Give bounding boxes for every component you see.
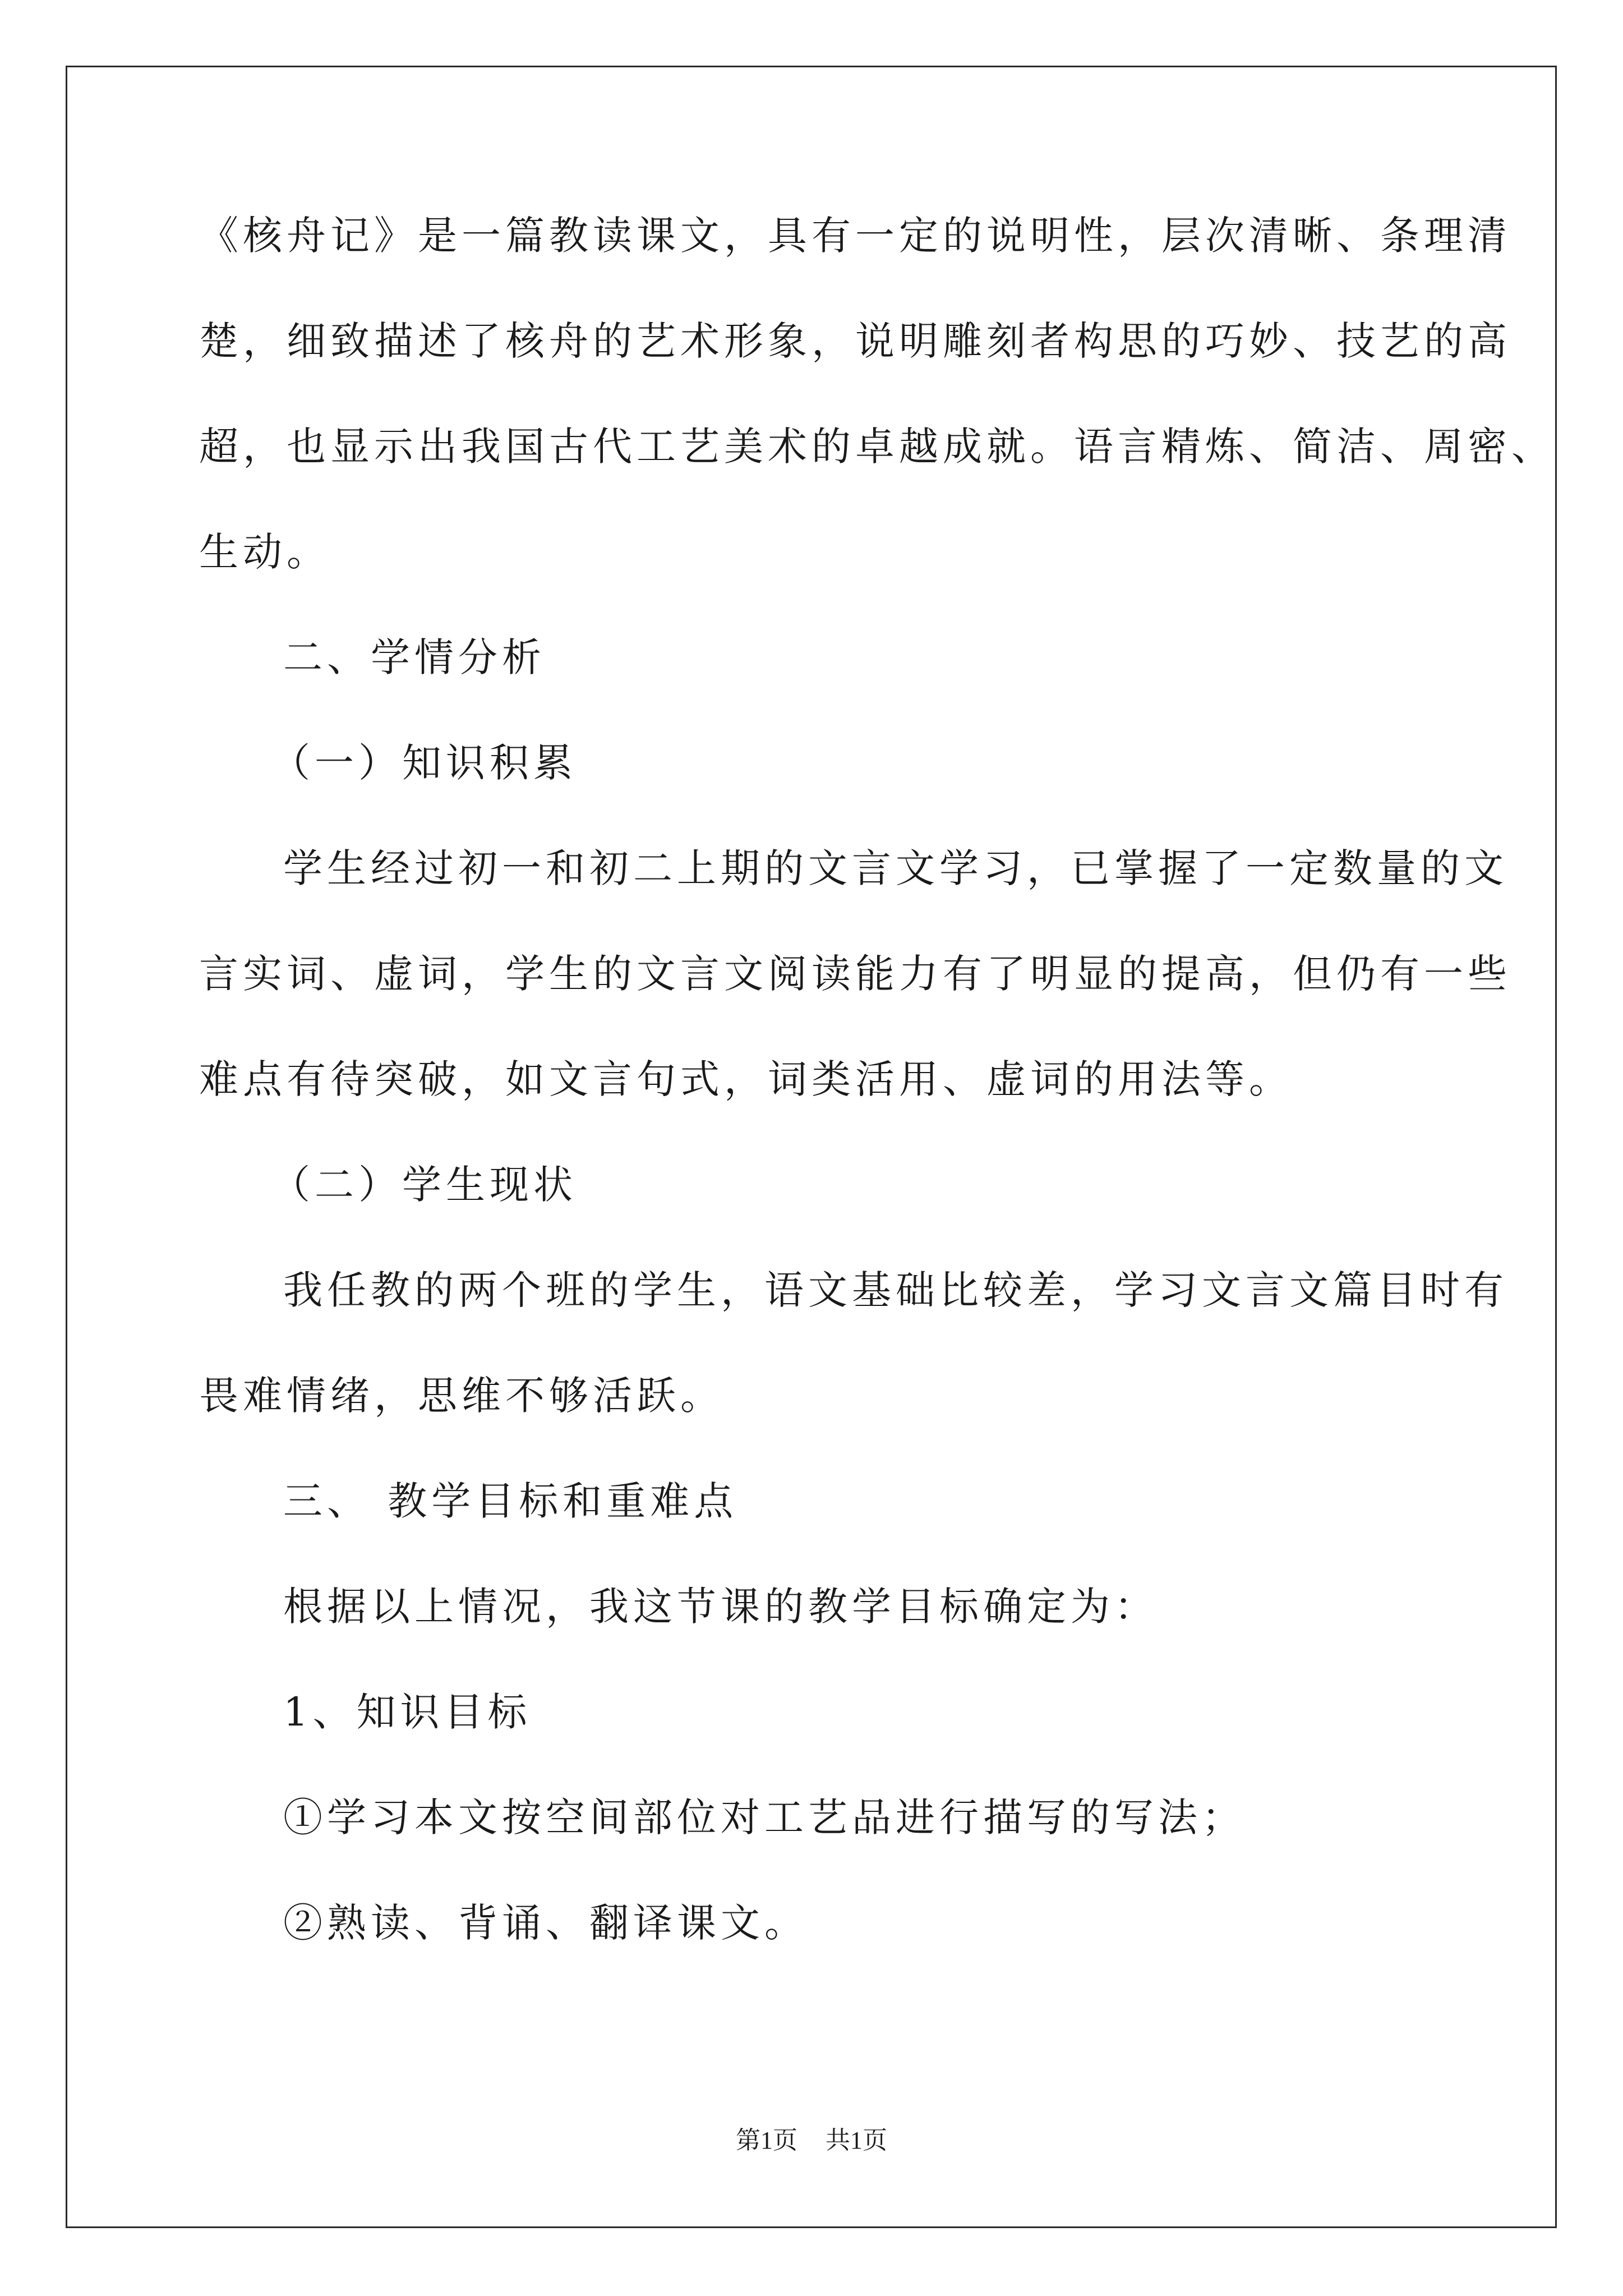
paragraph-line: 言实词、虚词，学生的文言文阅读能力有了明显的提高，但仍有一些	[199, 951, 1511, 997]
paragraph-line: 楚，细致描述了核舟的艺术形象，说明雕刻者构思的巧妙、技艺的高	[199, 318, 1511, 364]
paragraph-line: 难点有待突破，如文言句式，词类活用、虚词的用法等。	[199, 1056, 1293, 1102]
paragraph-line: 我任教的两个班的学生，语文基础比较差，学习文言文篇目时有	[283, 1267, 1508, 1313]
page-total: 共1页	[826, 2127, 887, 2154]
paragraph-line: 生动。	[199, 529, 330, 575]
paragraph-line: 根据以上情况，我这节课的教学目标确定为：	[283, 1584, 1158, 1630]
page-footer	[0, 2126, 1623, 2155]
paragraph-line: 《核舟记》是一篇教读课文，具有一定的说明性，层次清晰、条理清	[199, 213, 1511, 259]
paragraph-line: 超，也显示出我国古代工艺美术的卓越成就。语言精炼、简洁、周密、	[199, 424, 1555, 470]
page-number: 第1页	[736, 2127, 797, 2154]
list-item: ②熟读、背诵、翻译课文。	[283, 1900, 808, 1946]
section-heading: 二、学情分析	[283, 634, 546, 680]
paragraph-line: 畏难情绪，思维不够活跃。	[199, 1373, 724, 1419]
list-item: ①学习本文按空间部位对工艺品进行描写的写法；	[283, 1795, 1246, 1841]
section-heading: 三、 教学目标和重难点	[283, 1478, 738, 1524]
subsection-heading: （二）学生现状	[271, 1162, 577, 1208]
paragraph-line: 学生经过初一和初二上期的文言文学习，已掌握了一定数量的文	[283, 845, 1508, 891]
subsection-heading: （一）知识积累	[271, 740, 577, 786]
list-heading: 1、知识目标	[283, 1689, 532, 1735]
